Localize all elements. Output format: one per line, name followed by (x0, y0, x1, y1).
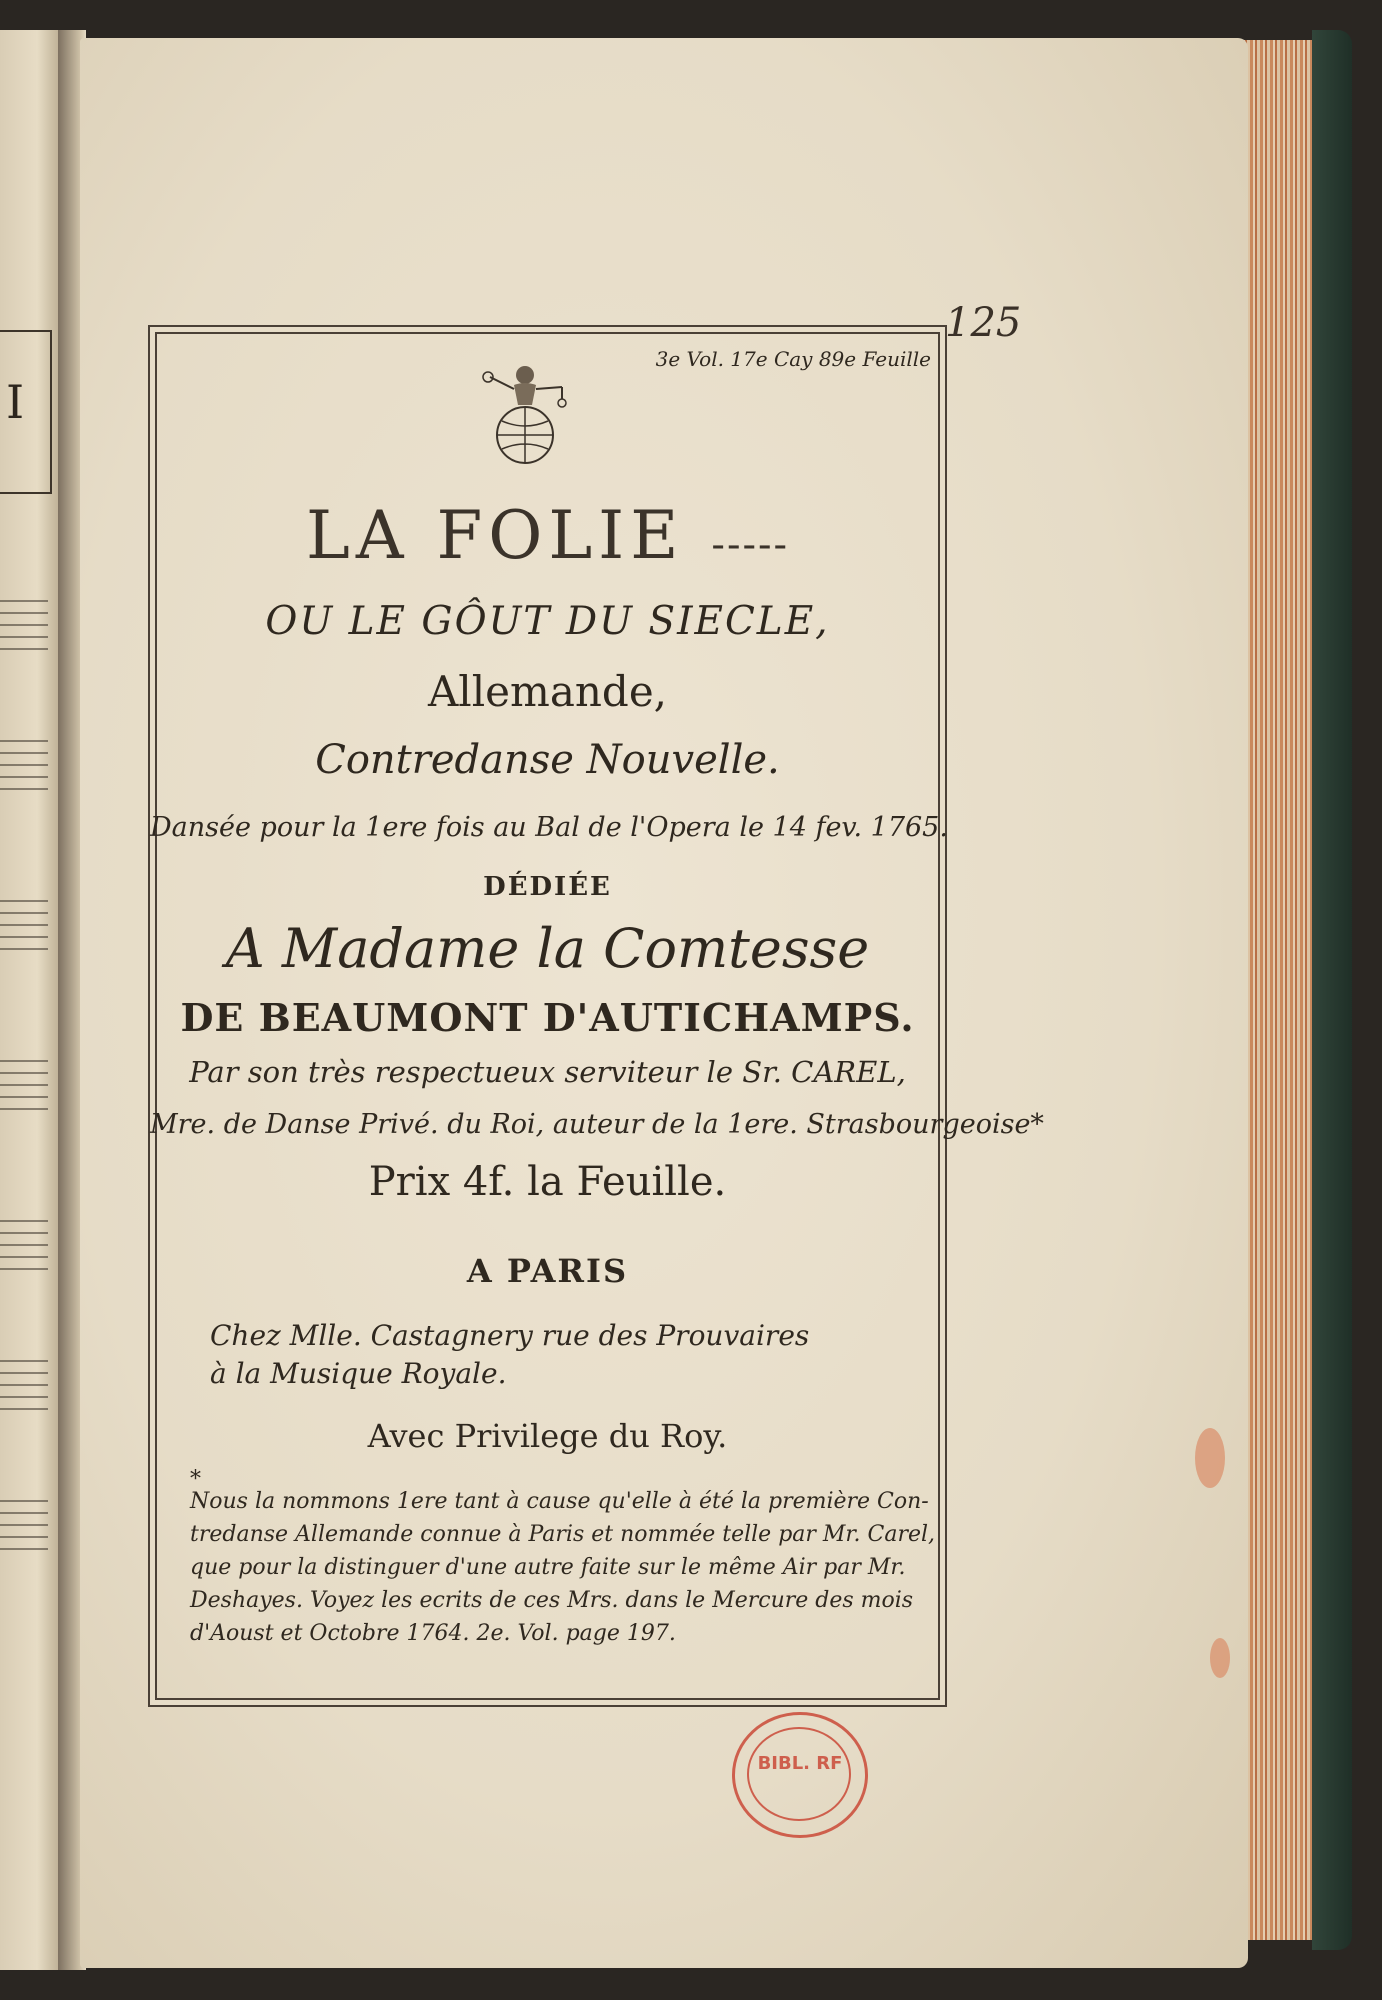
performance-note: Dansée pour la 1ere fois au Bal de l'Opera le 14 fev. 1765. (150, 812, 948, 843)
left-facing-page (0, 30, 62, 1970)
genre: Allemande, (427, 667, 668, 716)
music-staff (0, 1350, 48, 1420)
city: A PARIS (466, 1252, 629, 1290)
music-staff (0, 1210, 48, 1280)
stamp-text: BIBL. RF (757, 1753, 843, 1774)
author-line-1: Par son très respectueux serviteur le Sr. CAREL, (189, 1055, 906, 1089)
footnote-line: tredanse Allemande connue à Paris et nommée telle par Mr. Carel, (190, 1522, 936, 1547)
left-page-letter: I (6, 375, 25, 429)
dance-kind: Contredanse Nouvelle. (315, 737, 780, 783)
title-dashes: ----- (711, 522, 789, 568)
library-stamp (732, 1712, 868, 1838)
music-staff (0, 1490, 48, 1560)
publisher-line-1: Chez Mlle. Castagnery rue des Prouvaires (210, 1319, 810, 1352)
footnote (190, 1485, 936, 1650)
foxing-stain (1210, 1638, 1230, 1678)
folio-number: 125 (945, 300, 1022, 346)
music-staff (0, 590, 48, 660)
main-title (150, 497, 945, 574)
volume-reference: 3e Vol. 17e Cay 89e Feuille (655, 347, 931, 371)
dedicatee-line-2: DE BEAUMONT D'AUTICHAMPS. (180, 995, 915, 1040)
footnote-line: Deshayes. Voyez les ecrits de ces Mrs. dans le Mercure des mois (190, 1588, 914, 1613)
author-line-2: Mre. de Danse Privé. du Roi, auteur de la 1ere. Strasbourgeoise* (150, 1109, 1044, 1140)
dedicatee-line-1: A Madame la Comtesse (225, 917, 870, 980)
dedication-label: DÉDIÉE (483, 872, 612, 902)
music-staff (0, 1050, 48, 1120)
publisher-line-2: à la Musique Royale. (210, 1357, 507, 1390)
footnote-line: Nous la nommons 1ere tant à cause qu'elle à été la première Con- (190, 1489, 929, 1514)
footnote-line: d'Aoust et Octobre 1764. 2e. Vol. page 197. (190, 1621, 676, 1646)
putto-on-globe-vignette (470, 347, 580, 467)
footnote-line: que pour la distinguer d'une autre faite sur le même Air par Mr. (190, 1555, 906, 1580)
title-frame (148, 325, 1044, 1707)
title-text: LA FOLIE (305, 497, 685, 574)
foxing-stain (1195, 1428, 1225, 1488)
music-staff (0, 730, 48, 800)
footnote-mark: * (190, 1467, 201, 1492)
privilege: Avec Privilege du Roy. (367, 1417, 728, 1455)
price: Prix 4f. la Feuille. (368, 1159, 727, 1205)
book-cover-edge (1312, 30, 1352, 1950)
music-staff (0, 890, 48, 960)
stamp-inner-ring (747, 1727, 851, 1821)
subtitle: OU LE GÔUT DU SIECLE, (265, 599, 830, 644)
